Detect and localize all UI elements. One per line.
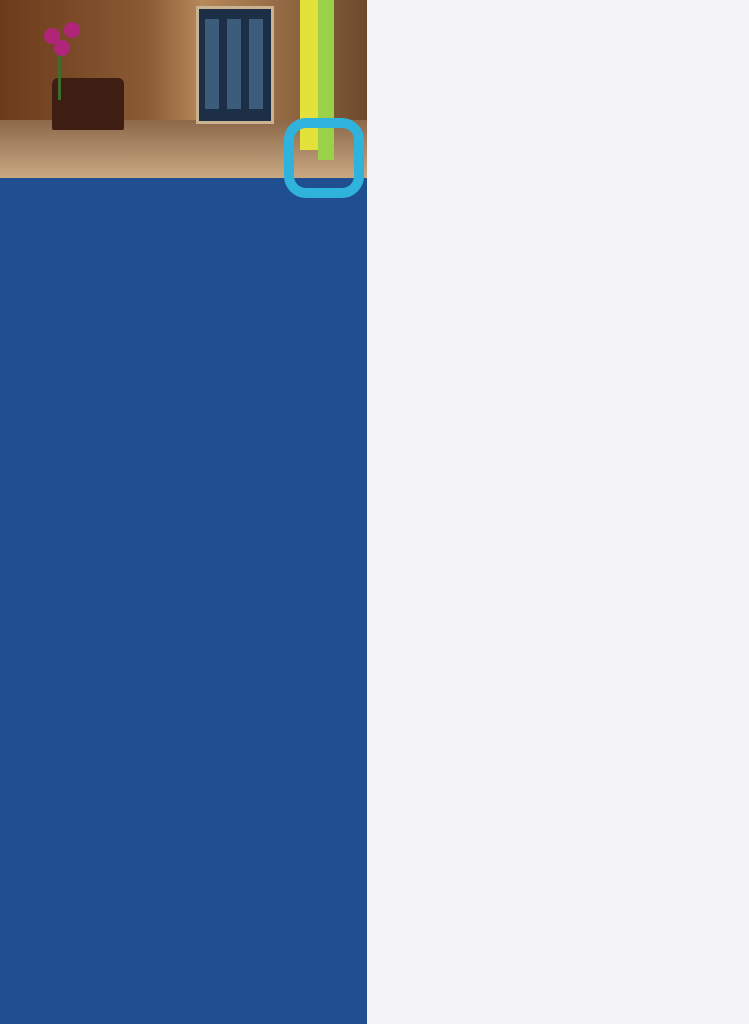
- armchair-image: [52, 78, 124, 130]
- right-column: [367, 0, 749, 1024]
- entrance-door-image: [196, 6, 274, 124]
- left-column: [0, 0, 367, 1024]
- blue-ring-graphic: [284, 118, 364, 198]
